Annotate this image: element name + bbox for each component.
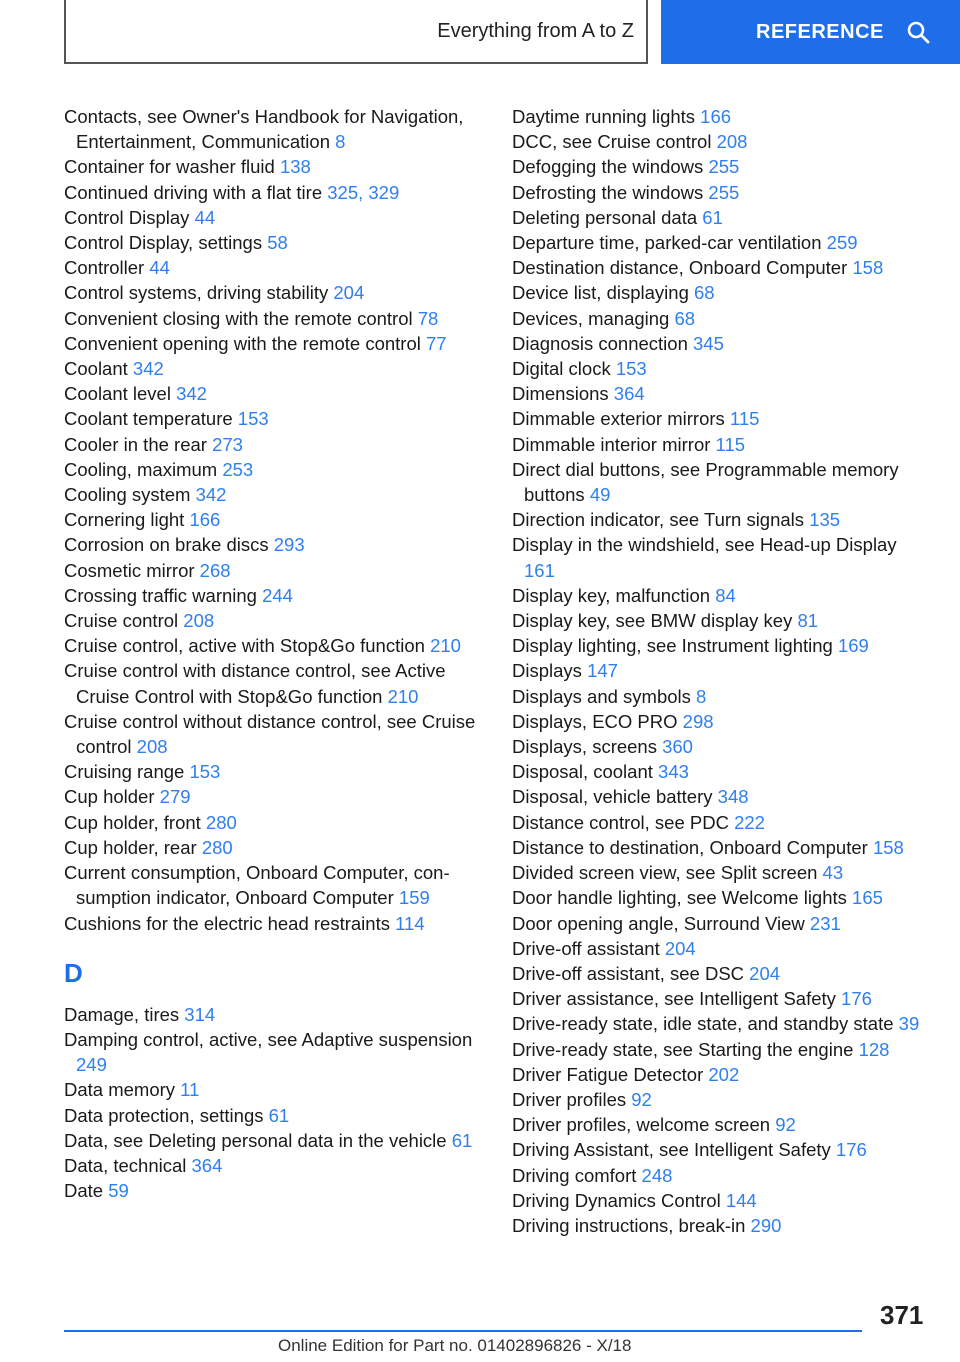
page-reference-link[interactable]: 208 <box>716 131 748 153</box>
index-entry <box>64 356 484 381</box>
index-entry <box>512 129 932 154</box>
page-reference-link[interactable]: 364 <box>191 1154 223 1176</box>
entry-term: Driving instructions, break-in <box>512 1214 746 1236</box>
entry-term: DCC, see Cruise control <box>512 131 712 153</box>
page-reference-link[interactable]: 204 <box>749 962 781 984</box>
entry-term: Control systems, driving stability <box>64 282 329 304</box>
entry-term: Displays, screens <box>512 736 657 758</box>
page-reference-link[interactable]: 280 <box>201 836 233 858</box>
index-entry <box>512 532 932 582</box>
index-entry <box>512 860 932 885</box>
page-reference-link[interactable]: 293 <box>273 534 305 556</box>
index-entry <box>512 684 932 709</box>
page-reference-link[interactable]: 342 <box>195 484 227 506</box>
entry-term: Dimmable interior mirror <box>512 433 711 455</box>
entry-term: Device list, displaying <box>512 282 689 304</box>
page-reference-link[interactable]: 364 <box>613 383 645 405</box>
entry-term: Driver Fatigue Detector <box>512 1063 704 1085</box>
entry-term: Date <box>64 1180 104 1202</box>
index-entry <box>512 104 932 129</box>
index-entry <box>64 1027 484 1077</box>
index-entry <box>64 482 484 507</box>
entry-term: Driving Dynamics Control <box>512 1189 721 1211</box>
entry-term: Cornering light <box>64 509 185 531</box>
page-reference-link[interactable]: 128 <box>858 1038 890 1060</box>
index-entry <box>512 457 932 507</box>
page-reference-link[interactable]: 273 <box>212 433 243 455</box>
entry-term: Cruise control without distance control, see Cruise control <box>64 710 476 758</box>
page-reference-link[interactable]: 84 <box>715 584 736 606</box>
entry-term: Door handle lighting, see Welcome lights <box>512 887 847 909</box>
index-entry <box>512 1037 932 1062</box>
page-reference-link[interactable]: 61 <box>268 1104 290 1126</box>
index-entry <box>512 205 932 230</box>
page-reference-link[interactable]: 115 <box>729 408 760 430</box>
index-entry <box>512 432 932 457</box>
index-entry <box>512 331 932 356</box>
page-reference-link[interactable]: 115 <box>715 433 746 455</box>
index-entry <box>512 810 932 835</box>
entry-term: Driving comfort <box>512 1164 637 1186</box>
entry-term: Displays <box>512 660 582 682</box>
entry-term: Cooling system <box>64 484 191 506</box>
index-entry <box>64 633 484 658</box>
index-entry <box>64 1103 484 1128</box>
entry-term: Controller <box>64 257 145 279</box>
index-entry <box>512 154 932 179</box>
entry-term: Data, see Deleting personal data in the vehicle <box>64 1129 447 1151</box>
index-entry <box>512 306 932 331</box>
index-entry <box>64 532 484 557</box>
index-entry <box>512 1112 932 1137</box>
index-entry <box>512 180 932 205</box>
index-entry <box>512 381 932 406</box>
page-reference-link[interactable]: 210 <box>430 635 461 657</box>
index-entry <box>512 356 932 381</box>
entry-term: Cruise control <box>64 610 179 632</box>
index-entry <box>512 1137 932 1162</box>
page-reference-link[interactable]: 259 <box>826 232 858 254</box>
index-entry <box>64 810 484 835</box>
page-reference-link[interactable]: 153 <box>615 358 647 380</box>
page-reference-link[interactable]: 248 <box>641 1164 673 1186</box>
entry-term: Display in the windshield, see Head-up Display <box>512 534 897 556</box>
index-entry <box>64 558 484 583</box>
page-reference-link[interactable]: 290 <box>750 1214 782 1236</box>
entry-term: Daytime running lights <box>512 106 696 127</box>
page-reference-link[interactable]: 342 <box>176 383 207 405</box>
entry-term: Damage, tires <box>64 1003 180 1025</box>
index-entry <box>512 709 932 734</box>
index-entry <box>64 230 484 255</box>
search-icon <box>906 20 930 44</box>
page-reference-link[interactable]: 202 <box>708 1063 740 1085</box>
index-entry <box>64 835 484 860</box>
entry-term: Defogging the windows <box>512 156 704 178</box>
index-entry <box>64 205 484 230</box>
index-entry <box>64 1153 484 1178</box>
page-reference-link[interactable]: 298 <box>682 710 714 732</box>
page-reference-link[interactable]: 166 <box>700 106 732 127</box>
index-entry <box>64 1178 484 1203</box>
entry-term: Display lighting, see Instrument lighting <box>512 635 833 657</box>
entry-term: Deleting personal data <box>512 206 698 228</box>
index-entry <box>512 835 932 860</box>
index-entry <box>64 1128 484 1153</box>
entry-term: Distance control, see PDC <box>512 811 729 833</box>
page-reference-link[interactable]: 43 <box>822 862 844 884</box>
page-reference-link[interactable]: 158 <box>852 257 884 279</box>
entry-term: Crossing traffic warning <box>64 584 257 606</box>
entry-term: Cosmetic mirror <box>64 559 195 581</box>
page-reference-link[interactable]: 147 <box>587 660 618 682</box>
entry-term: Cup holder, rear <box>64 836 197 858</box>
index-entry <box>64 255 484 280</box>
index-entry <box>512 280 932 305</box>
index-entry <box>64 784 484 809</box>
page-reference-link[interactable]: 77 <box>426 332 447 354</box>
index-entry <box>64 331 484 356</box>
entry-term: Diagnosis connection <box>512 332 688 354</box>
entry-term: Cruise control with distance control, see Active Cruise Control with Stop&Go function <box>64 660 446 707</box>
index-entry <box>512 936 932 961</box>
entry-term: Contacts, see Owner's Handbook for Navigation, Entertainment, Communication <box>64 106 464 153</box>
page-reference-link[interactable]: 204 <box>333 282 365 304</box>
index-entry <box>64 759 484 784</box>
page-reference-link[interactable]: 78 <box>417 307 439 329</box>
reference-label: REFERENCE <box>756 20 884 43</box>
index-entry <box>512 885 932 910</box>
entry-term: Continued driving with a flat tire <box>64 181 323 203</box>
page-reference-link[interactable]: 325, 329 <box>327 181 400 203</box>
page-reference-link[interactable]: 343 <box>658 761 689 783</box>
header-reference-tab[interactable] <box>661 0 960 64</box>
page-reference-link[interactable]: 255 <box>708 156 740 178</box>
page-reference-link[interactable]: 135 <box>809 509 841 531</box>
entry-term: Current consumption, Onboard Computer, consumption indicator, Onboard Computer <box>64 862 450 909</box>
page-reference-link[interactable]: 49 <box>589 484 611 506</box>
index-entry <box>512 1062 932 1087</box>
page-reference-link[interactable]: 176 <box>835 1139 867 1161</box>
entry-term: Cushions for the electric head restraints <box>64 912 390 934</box>
page-reference-link[interactable]: 169 <box>837 635 869 657</box>
entry-term: Direct dial buttons, see Programmable memory buttons <box>512 458 899 506</box>
index-column-right <box>512 104 932 1238</box>
entry-term: Dimensions <box>512 383 609 405</box>
page-reference-link[interactable]: 153 <box>237 408 269 430</box>
page-reference-link[interactable]: 314 <box>184 1003 216 1025</box>
entry-term: Data, technical <box>64 1154 187 1176</box>
entry-term: Coolant temperature <box>64 408 233 430</box>
page-reference-link[interactable]: 159 <box>398 887 430 909</box>
index-entry <box>64 154 484 179</box>
entry-term: Corrosion on brake discs <box>64 534 269 556</box>
page-reference-link[interactable]: 44 <box>194 206 216 228</box>
page-reference-link[interactable]: 342 <box>132 358 164 380</box>
page-reference-link[interactable]: 8 <box>335 131 346 153</box>
page-reference-link[interactable]: 231 <box>809 912 841 934</box>
entry-term: Destination distance, Onboard Computer <box>512 257 848 279</box>
entry-term: Defrosting the windows <box>512 181 704 203</box>
page-reference-link[interactable]: 153 <box>189 761 221 783</box>
index-entry <box>64 280 484 305</box>
index-entry <box>512 759 932 784</box>
index-entry <box>64 1002 484 1027</box>
entry-term: Cruising range <box>64 761 185 783</box>
index-entry <box>512 507 932 532</box>
index-entry <box>512 658 932 683</box>
entry-term: Damping control, active, see Adaptive suspension <box>64 1028 473 1050</box>
page-reference-link[interactable]: 8 <box>696 685 707 707</box>
page-reference-link[interactable]: 208 <box>136 736 168 758</box>
index-entry <box>512 784 932 809</box>
entry-term: Driver assistance, see Intelligent Safety <box>512 988 836 1010</box>
page-reference-link[interactable]: 68 <box>694 282 715 304</box>
page-reference-link[interactable]: 360 <box>662 736 693 758</box>
index-entry <box>64 1077 484 1102</box>
entry-term: Control Display, settings <box>64 232 263 254</box>
index-entry <box>512 406 932 431</box>
entry-term: Display key, see BMW display key <box>512 610 793 632</box>
entry-term: Convenient opening with the remote control <box>64 332 421 354</box>
page-reference-link[interactable]: 92 <box>631 1088 652 1110</box>
entry-term: Devices, managing <box>512 307 670 329</box>
page-reference-link[interactable]: 348 <box>717 786 749 808</box>
index-entry <box>64 306 484 331</box>
page-reference-link[interactable]: 61 <box>702 206 723 228</box>
index-entry <box>512 608 932 633</box>
entry-term: Coolant <box>64 358 128 380</box>
page-reference-link[interactable]: 244 <box>262 584 293 606</box>
index-entry <box>512 1213 932 1238</box>
entry-term: Coolant level <box>64 383 171 405</box>
entry-term: Driving Assistant, see Intelligent Safety <box>512 1139 831 1161</box>
page-reference-link[interactable]: 210 <box>387 685 419 707</box>
index-entry <box>512 961 932 986</box>
index-entry <box>512 1011 932 1036</box>
index-entry <box>512 734 932 759</box>
page-reference-link[interactable]: 144 <box>725 1189 757 1211</box>
page-reference-link[interactable]: 138 <box>279 156 311 178</box>
index-letter-heading: D <box>64 957 83 988</box>
header-section-title <box>64 0 648 64</box>
section-title: Everything from A to Z <box>437 19 634 42</box>
entry-term: Cooler in the rear <box>64 433 207 455</box>
index-entry <box>64 180 484 205</box>
entry-term: Disposal, coolant <box>512 761 653 783</box>
entry-term: Drive-off assistant <box>512 937 660 959</box>
index-entry <box>512 1188 932 1213</box>
page-number: 371 <box>880 1300 924 1330</box>
page-reference-link[interactable]: 165 <box>852 887 883 909</box>
page-reference-link[interactable]: 39 <box>898 1013 920 1035</box>
page-reference-link[interactable]: 68 <box>674 307 696 329</box>
index-entry <box>64 457 484 482</box>
page-reference-link[interactable]: 255 <box>708 181 740 203</box>
footer-edition: Online Edition for Part no. 01402896826 - X/18 <box>278 1336 632 1355</box>
page-reference-link[interactable]: 44 <box>149 257 170 279</box>
index-entry <box>512 230 932 255</box>
page-reference-link[interactable]: 280 <box>205 811 237 833</box>
entry-term: Container for washer fluid <box>64 156 275 178</box>
index-entry <box>512 255 932 280</box>
page-reference-link[interactable]: 59 <box>108 1180 129 1202</box>
index-entry <box>64 406 484 431</box>
index-column-left <box>64 104 484 1203</box>
entry-term: Drive-ready state, see Starting the engine <box>512 1038 854 1060</box>
page-reference-link[interactable]: 222 <box>734 811 765 833</box>
page-reference-link[interactable]: 268 <box>199 559 231 581</box>
entry-term: Cup holder <box>64 786 155 808</box>
entry-term: Data protection, settings <box>64 1104 264 1126</box>
index-entry <box>512 1163 932 1188</box>
entry-term: Direction indicator, see Turn signals <box>512 509 805 531</box>
page-reference-link[interactable]: 279 <box>159 786 191 808</box>
index-entry <box>64 911 484 936</box>
index-entry <box>64 608 484 633</box>
entry-term: Cup holder, front <box>64 811 201 833</box>
page-reference-link[interactable]: 58 <box>267 232 288 254</box>
index-entry <box>64 658 484 708</box>
index-entry <box>512 633 932 658</box>
page-reference-link[interactable]: 249 <box>76 1054 107 1076</box>
index-entry <box>64 104 484 154</box>
entry-term: Divided screen view, see Split screen <box>512 862 818 884</box>
index-entry <box>64 381 484 406</box>
page-reference-link[interactable]: 166 <box>189 509 221 531</box>
index-entry <box>64 432 484 457</box>
entry-term: Display key, malfunction <box>512 584 711 606</box>
entry-term: Convenient closing with the remote control <box>64 307 413 329</box>
entry-term: Data memory <box>64 1079 176 1101</box>
index-entry <box>64 583 484 608</box>
page-reference-link[interactable]: 81 <box>797 610 819 632</box>
page-reference-link[interactable]: 345 <box>693 332 724 354</box>
page-reference-link[interactable]: 204 <box>664 937 696 959</box>
index-entry <box>64 709 484 759</box>
page-reference-link[interactable]: 114 <box>395 912 425 934</box>
entry-term: Dimmable exterior mirrors <box>512 408 725 430</box>
page-reference-link[interactable]: 61 <box>451 1129 473 1151</box>
entry-term: Distance to destination, Onboard Computer <box>512 836 868 858</box>
entry-term: Displays and symbols <box>512 685 691 707</box>
page-reference-link[interactable]: 11 <box>180 1079 200 1101</box>
entry-term: Displays, ECO PRO <box>512 710 678 732</box>
entry-term: Driver profiles, welcome screen <box>512 1114 771 1136</box>
index-entry <box>64 507 484 532</box>
page-reference-link[interactable]: 161 <box>524 559 555 581</box>
page-reference-link[interactable]: 176 <box>841 988 872 1010</box>
entry-term: Drive-ready state, idle state, and standby state <box>512 1013 894 1035</box>
entry-term: Door opening angle, Surround View <box>512 912 805 934</box>
entry-term: Disposal, vehicle battery <box>512 786 713 808</box>
entry-term: Cooling, maximum <box>64 458 218 480</box>
entry-term: Control Display <box>64 206 190 228</box>
footer-divider <box>64 1330 862 1332</box>
entry-term: Driver profiles <box>512 1088 627 1110</box>
entry-term: Drive-off assistant, see DSC <box>512 962 745 984</box>
index-entry <box>512 1087 932 1112</box>
page-reference-link[interactable]: 208 <box>183 610 215 632</box>
entry-term: Cruise control, active with Stop&Go function <box>64 635 425 657</box>
index-entry <box>512 583 932 608</box>
page-reference-link[interactable]: 92 <box>775 1114 796 1136</box>
page-reference-link[interactable]: 253 <box>222 458 254 480</box>
entry-term: Digital clock <box>512 358 611 380</box>
index-entry <box>512 911 932 936</box>
page-reference-link[interactable]: 158 <box>872 836 904 858</box>
index-entry <box>512 986 932 1011</box>
entry-term: Departure time, parked-car ventilation <box>512 232 822 254</box>
index-entry <box>64 860 484 910</box>
